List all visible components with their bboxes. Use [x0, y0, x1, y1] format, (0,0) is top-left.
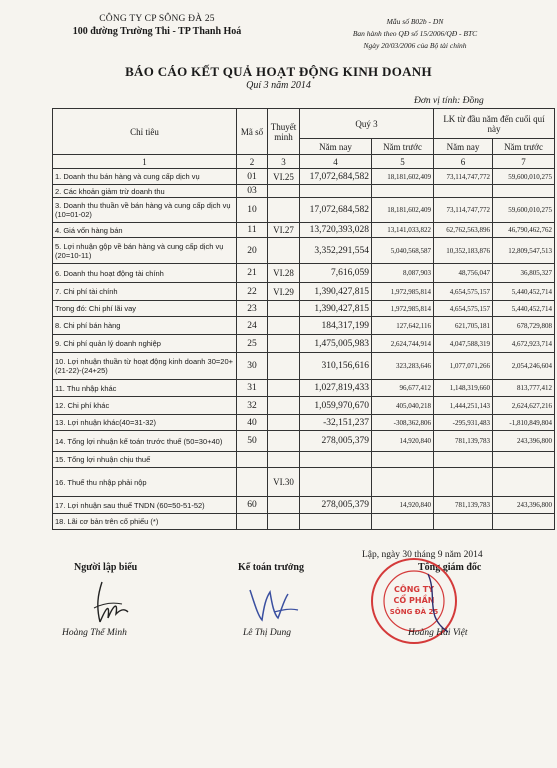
- row-ytd-this-year: [434, 185, 493, 198]
- row-note: [268, 353, 300, 380]
- row-quarter-this-year: 7,616,059: [300, 264, 372, 283]
- svg-text:SÔNG ĐÀ 25: SÔNG ĐÀ 25: [389, 608, 439, 616]
- row-quarter-last-year: 8,087,903: [372, 264, 434, 283]
- preparer-signature-icon: [88, 578, 132, 628]
- row-ytd-this-year: 62,762,563,896: [434, 223, 493, 238]
- row-quarter-this-year: 184,317,199: [300, 317, 372, 335]
- row-quarter-this-year: -32,151,237: [300, 415, 372, 431]
- row-note: VI.29: [268, 283, 300, 301]
- row-quarter-this-year: 310,156,616: [300, 353, 372, 380]
- row-quarter-last-year: 96,677,412: [372, 380, 434, 397]
- row-item-name: 7. Chi phí tài chính: [53, 283, 237, 301]
- row-note: [268, 514, 300, 530]
- row-quarter-this-year: 1,390,427,815: [300, 301, 372, 317]
- table-row: [53, 468, 555, 497]
- income-statement-table: [52, 108, 555, 530]
- row-quarter-last-year: [372, 514, 434, 530]
- table-row: [53, 353, 555, 380]
- col-number: 5: [372, 155, 434, 169]
- col-number: 1: [53, 155, 237, 169]
- accountant-name: Lê Thị Dung: [243, 628, 292, 638]
- table-row: [53, 452, 555, 468]
- row-quarter-this-year: 3,352,291,554: [300, 238, 372, 264]
- col-header-y-last-year: Năm trước: [493, 139, 555, 155]
- row-quarter-last-year: 1,972,985,814: [372, 301, 434, 317]
- row-quarter-this-year: 278,005,379: [300, 431, 372, 452]
- row-quarter-this-year: [300, 468, 372, 497]
- row-quarter-last-year: 127,642,116: [372, 317, 434, 335]
- table-row: [53, 335, 555, 353]
- row-ytd-last-year: 46,790,462,762: [493, 223, 555, 238]
- row-quarter-last-year: 18,181,602,409: [372, 198, 434, 223]
- row-ytd-this-year: 1,444,251,143: [434, 397, 493, 415]
- row-note: [268, 317, 300, 335]
- row-ytd-last-year: [493, 452, 555, 468]
- col-number: 7: [493, 155, 555, 169]
- row-quarter-this-year: 17,072,684,582: [300, 169, 372, 185]
- row-quarter-this-year: 1,059,970,670: [300, 397, 372, 415]
- row-code: [237, 468, 268, 497]
- row-ytd-last-year: [493, 185, 555, 198]
- row-quarter-last-year: 405,040,218: [372, 397, 434, 415]
- row-ytd-last-year: 243,396,800: [493, 431, 555, 452]
- table-row: [53, 497, 555, 514]
- row-item-name: 6. Doanh thu hoạt động tài chính: [53, 264, 237, 283]
- row-item-name: 16. Thuế thu nhập phải nộp: [53, 468, 237, 497]
- row-ytd-this-year: 4,654,575,157: [434, 283, 493, 301]
- table-row: [53, 431, 555, 452]
- row-note: [268, 185, 300, 198]
- row-quarter-this-year: 13,720,393,028: [300, 223, 372, 238]
- row-code: 01: [237, 169, 268, 185]
- row-ytd-last-year: 59,600,010,275: [493, 169, 555, 185]
- row-ytd-last-year: 5,440,452,714: [493, 283, 555, 301]
- row-ytd-last-year: 813,777,412: [493, 380, 555, 397]
- row-ytd-this-year: 1,148,319,660: [434, 380, 493, 397]
- table-row: [53, 198, 555, 223]
- row-note: [268, 238, 300, 264]
- accountant-title: Kế toán trưởng: [238, 562, 304, 573]
- company-address: 100 đường Trường Thi - TP Thanh Hoá: [72, 26, 242, 37]
- row-item-name: 9. Chi phí quản lý doanh nghiệp: [53, 335, 237, 353]
- company-name: CÔNG TY CP SÔNG ĐÀ 25: [99, 14, 215, 24]
- row-quarter-last-year: 2,624,744,914: [372, 335, 434, 353]
- form-decision-date: Ngày 20/03/2006 của Bộ tài chính: [363, 41, 467, 50]
- row-note: [268, 380, 300, 397]
- row-ytd-this-year: 4,047,588,319: [434, 335, 493, 353]
- row-ytd-this-year: [434, 514, 493, 530]
- table-row: [53, 380, 555, 397]
- table-body: [53, 169, 555, 530]
- signing-date: Lập, ngày 30 tháng 9 năm 2014: [362, 550, 483, 560]
- col-header-quarter: Quý 3: [300, 109, 434, 139]
- row-quarter-this-year: 1,027,819,433: [300, 380, 372, 397]
- col-header-ytd: LK từ đầu năm đến cuối quí này: [434, 109, 555, 139]
- row-code: 10: [237, 198, 268, 223]
- row-note: [268, 301, 300, 317]
- row-code: 32: [237, 397, 268, 415]
- row-item-name: 1. Doanh thu bán hàng và cung cấp dịch vụ: [53, 169, 237, 185]
- row-note: VI.30: [268, 468, 300, 497]
- row-note: [268, 415, 300, 431]
- row-quarter-last-year: 14,920,840: [372, 497, 434, 514]
- row-note: VI.25: [268, 169, 300, 185]
- table-row: [53, 185, 555, 198]
- row-ytd-last-year: 12,809,547,513: [493, 238, 555, 264]
- col-header-y-this-year: Năm nay: [434, 139, 493, 155]
- table-row: [53, 514, 555, 530]
- row-quarter-last-year: 18,181,602,409: [372, 169, 434, 185]
- row-code: 20: [237, 238, 268, 264]
- row-note: VI.27: [268, 223, 300, 238]
- row-ytd-this-year: [434, 452, 493, 468]
- row-quarter-this-year: [300, 514, 372, 530]
- row-note: [268, 452, 300, 468]
- row-item-name: 5. Lợi nhuận gộp về bán hàng và cung cấp dịch vụ (20=10-11): [53, 238, 237, 264]
- row-item-name: 2. Các khoản giảm trừ doanh thu: [53, 185, 237, 198]
- director-name: Hoàng Hải Việt: [408, 628, 468, 638]
- row-quarter-last-year: -308,362,806: [372, 415, 434, 431]
- form-info: [300, 16, 530, 52]
- row-ytd-last-year: -1,810,849,804: [493, 415, 555, 431]
- row-code: 23: [237, 301, 268, 317]
- row-quarter-last-year: 5,040,568,587: [372, 238, 434, 264]
- row-ytd-this-year: 73,114,747,772: [434, 169, 493, 185]
- row-code: 31: [237, 380, 268, 397]
- row-item-name: 4. Giá vốn hàng bán: [53, 223, 237, 238]
- row-item-name: 10. Lợi nhuận thuần từ hoạt động kinh doanh 30=20+(21-22)-(24+25): [53, 353, 237, 380]
- currency-unit: Đơn vị tính: Đồng: [414, 96, 484, 106]
- row-code: 11: [237, 223, 268, 238]
- row-code: 25: [237, 335, 268, 353]
- table-row: [53, 301, 555, 317]
- row-quarter-last-year: 14,920,840: [372, 431, 434, 452]
- row-code: 40: [237, 415, 268, 431]
- row-quarter-last-year: [372, 185, 434, 198]
- row-item-name: Trong đó: Chi phí lãi vay: [53, 301, 237, 317]
- col-header-q-this-year: Năm nay: [300, 139, 372, 155]
- table-row: [53, 264, 555, 283]
- row-code: 21: [237, 264, 268, 283]
- row-note: [268, 431, 300, 452]
- row-ytd-this-year: 73,114,747,772: [434, 198, 493, 223]
- row-ytd-this-year: 48,756,047: [434, 264, 493, 283]
- row-ytd-last-year: 678,729,808: [493, 317, 555, 335]
- row-item-name: 15. Tổng lợi nhuận chịu thuế: [53, 452, 237, 468]
- row-code: [237, 514, 268, 530]
- accountant-signature-icon: [244, 582, 302, 626]
- row-ytd-last-year: 2,054,246,604: [493, 353, 555, 380]
- report-period: Quí 3 năm 2014: [246, 80, 311, 91]
- row-item-name: 12. Chi phí khác: [53, 397, 237, 415]
- row-code: [237, 452, 268, 468]
- table-row: [53, 415, 555, 431]
- row-ytd-last-year: [493, 468, 555, 497]
- row-quarter-this-year: 17,072,684,582: [300, 198, 372, 223]
- col-number: 2: [237, 155, 268, 169]
- row-ytd-this-year: 1,077,071,266: [434, 353, 493, 380]
- row-quarter-last-year: [372, 452, 434, 468]
- svg-text:CỔ PHẦN: CỔ PHẦN: [393, 596, 435, 605]
- table-row: [53, 317, 555, 335]
- form-number: Mẫu số B02b - DN: [386, 17, 444, 26]
- row-code: 24: [237, 317, 268, 335]
- row-quarter-this-year: [300, 452, 372, 468]
- form-decision: Ban hành theo QĐ số 15/2006/QĐ - BTC: [352, 29, 478, 38]
- company-header: [62, 14, 252, 37]
- row-item-name: 14. Tổng lợi nhuận kế toán trước thuế (50=30+40): [53, 431, 237, 452]
- row-ytd-this-year: 781,139,783: [434, 497, 493, 514]
- row-ytd-last-year: 4,672,923,714: [493, 335, 555, 353]
- row-ytd-this-year: 781,139,783: [434, 431, 493, 452]
- table-row: [53, 283, 555, 301]
- col-number: 4: [300, 155, 372, 169]
- report-title: BÁO CÁO KẾT QUẢ HOẠT ĐỘNG KINH DOANH: [125, 64, 432, 79]
- row-ytd-last-year: 59,600,010,275: [493, 198, 555, 223]
- row-code: 60: [237, 497, 268, 514]
- row-quarter-this-year: 1,390,427,815: [300, 283, 372, 301]
- row-ytd-this-year: 10,352,183,876: [434, 238, 493, 264]
- col-number: 3: [268, 155, 300, 169]
- row-ytd-last-year: 2,624,627,216: [493, 397, 555, 415]
- preparer-title: Người lập biểu: [74, 562, 138, 573]
- table-row: [53, 169, 555, 185]
- row-ytd-this-year: 4,654,575,157: [434, 301, 493, 317]
- table-row: [53, 397, 555, 415]
- table-row: [53, 238, 555, 264]
- row-code: 50: [237, 431, 268, 452]
- col-header-q-last-year: Năm trước: [372, 139, 434, 155]
- row-ytd-last-year: 5,440,452,714: [493, 301, 555, 317]
- row-quarter-this-year: 1,475,005,983: [300, 335, 372, 353]
- row-quarter-last-year: 323,283,646: [372, 353, 434, 380]
- row-note: VI.28: [268, 264, 300, 283]
- row-note: [268, 497, 300, 514]
- row-code: 03: [237, 185, 268, 198]
- row-quarter-last-year: [372, 468, 434, 497]
- row-note: [268, 397, 300, 415]
- row-ytd-this-year: [434, 468, 493, 497]
- row-item-name: 17. Lợi nhuận sau thuế TNDN (60=50-51-52): [53, 497, 237, 514]
- row-ytd-last-year: 36,805,327: [493, 264, 555, 283]
- svg-text:CÔNG TY: CÔNG TY: [394, 585, 434, 594]
- col-number: 6: [434, 155, 493, 169]
- row-quarter-this-year: 278,005,379: [300, 497, 372, 514]
- col-header-code: Mã số: [237, 109, 268, 155]
- row-item-name: 13. Lợi nhuận khác(40=31-32): [53, 415, 237, 431]
- row-item-name: 18. Lãi cơ bản trên cổ phiếu (*): [53, 514, 237, 530]
- row-code: 22: [237, 283, 268, 301]
- preparer-name: Hoàng Thế Minh: [62, 628, 127, 638]
- row-note: [268, 198, 300, 223]
- row-ytd-this-year: 621,705,181: [434, 317, 493, 335]
- col-header-note: Thuyết minh: [268, 109, 300, 155]
- row-code: 30: [237, 353, 268, 380]
- row-quarter-last-year: 13,141,033,822: [372, 223, 434, 238]
- row-item-name: 8. Chi phí bán hàng: [53, 317, 237, 335]
- director-title: Tổng giám đốc: [418, 562, 482, 573]
- table-row: [53, 223, 555, 238]
- row-ytd-this-year: -295,931,483: [434, 415, 493, 431]
- row-quarter-this-year: [300, 185, 372, 198]
- row-note: [268, 335, 300, 353]
- row-ytd-last-year: 243,396,800: [493, 497, 555, 514]
- row-ytd-last-year: [493, 514, 555, 530]
- row-item-name: 3. Doanh thu thuần về bán hàng và cung cấp dịch vụ (10=01-02): [53, 198, 237, 223]
- row-item-name: 11. Thu nhập khác: [53, 380, 237, 397]
- row-quarter-last-year: 1,972,985,814: [372, 283, 434, 301]
- col-header-item: Chỉ tiêu: [53, 109, 237, 155]
